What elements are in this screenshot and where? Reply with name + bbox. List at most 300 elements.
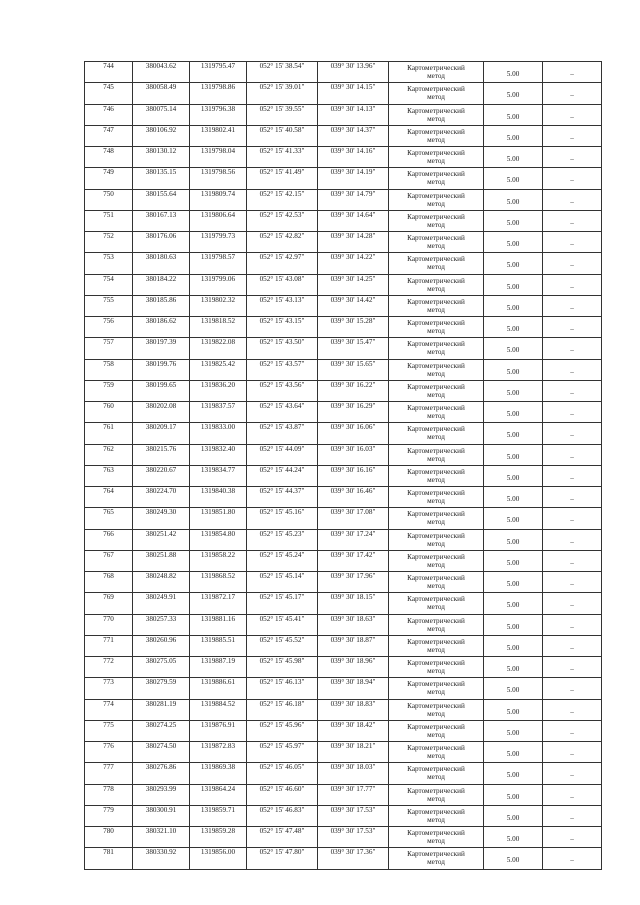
latitude-cell: 052° 15' 45.14" xyxy=(247,572,318,593)
point-number-cell: 758 xyxy=(85,359,133,380)
table-row xyxy=(85,657,602,678)
accuracy-cell: 5.00 xyxy=(484,763,543,784)
method-line-2: метод xyxy=(427,624,445,633)
method-cell xyxy=(389,359,484,380)
x-coordinate-cell: 380185.86 xyxy=(133,295,190,316)
accuracy-cell: 5.00 xyxy=(484,359,543,380)
y-coordinate-cell: 1319799.06 xyxy=(190,274,247,295)
y-coordinate-cell: 1319856.00 xyxy=(190,848,247,869)
point-number-cell: 762 xyxy=(85,444,133,465)
latitude-cell: 052° 15' 45.97" xyxy=(247,742,318,763)
y-coordinate-cell: 1319868.52 xyxy=(190,572,247,593)
y-coordinate-cell: 1319881.16 xyxy=(190,614,247,635)
accuracy-cell: 5.00 xyxy=(484,232,543,253)
table-row xyxy=(85,338,602,359)
latitude-cell: 052° 15' 43.56" xyxy=(247,380,318,401)
method-line-2: метод xyxy=(427,242,445,251)
latitude-cell: 052° 15' 43.57" xyxy=(247,359,318,380)
method-cell xyxy=(389,125,484,146)
method-line-1: Картометрический xyxy=(407,595,465,604)
table-row xyxy=(85,295,602,316)
table-row xyxy=(85,720,602,741)
method-line-1: Картометрический xyxy=(407,552,465,561)
method-line-1: Картометрический xyxy=(407,786,465,795)
table-row xyxy=(85,359,602,380)
dash-cell: – xyxy=(543,317,602,338)
table-body xyxy=(85,62,602,870)
method-cell xyxy=(389,529,484,550)
y-coordinate-cell: 1319836.20 xyxy=(190,380,247,401)
x-coordinate-cell: 380155.64 xyxy=(133,189,190,210)
longitude-cell: 039° 30' 17.53" xyxy=(318,805,389,826)
y-coordinate-cell: 1319799.73 xyxy=(190,232,247,253)
x-coordinate-cell: 380209.17 xyxy=(133,423,190,444)
method-line-1: Картометрический xyxy=(407,637,465,646)
method-line-2: метод xyxy=(427,858,445,867)
latitude-cell: 052° 15' 43.64" xyxy=(247,402,318,423)
method-cell xyxy=(389,338,484,359)
longitude-cell: 039° 30' 18.63" xyxy=(318,614,389,635)
table-row xyxy=(85,317,602,338)
point-number-cell: 759 xyxy=(85,380,133,401)
latitude-cell: 052° 15' 44.37" xyxy=(247,487,318,508)
accuracy-cell: 5.00 xyxy=(484,62,543,83)
coordinates-table xyxy=(84,61,602,870)
accuracy-cell: 5.00 xyxy=(484,295,543,316)
x-coordinate-cell: 380251.42 xyxy=(133,529,190,550)
y-coordinate-cell: 1319872.83 xyxy=(190,742,247,763)
method-cell xyxy=(389,742,484,763)
method-line-1: Картометрический xyxy=(407,467,465,476)
method-line-2: метод xyxy=(427,348,445,357)
point-number-cell: 750 xyxy=(85,189,133,210)
method-line-1: Картометрический xyxy=(407,616,465,625)
x-coordinate-cell: 380075.14 xyxy=(133,104,190,125)
latitude-cell: 052° 15' 44.09" xyxy=(247,444,318,465)
method-line-1: Картометрический xyxy=(407,64,465,73)
point-number-cell: 765 xyxy=(85,508,133,529)
point-number-cell: 764 xyxy=(85,487,133,508)
accuracy-cell: 5.00 xyxy=(484,508,543,529)
method-cell xyxy=(389,295,484,316)
point-number-cell: 745 xyxy=(85,83,133,104)
longitude-cell: 039° 30' 14.42" xyxy=(318,295,389,316)
y-coordinate-cell: 1319876.91 xyxy=(190,720,247,741)
accuracy-cell: 5.00 xyxy=(484,614,543,635)
y-coordinate-cell: 1319833.00 xyxy=(190,423,247,444)
dash-cell: – xyxy=(543,465,602,486)
table-row xyxy=(85,550,602,571)
latitude-cell: 052° 15' 39.01" xyxy=(247,83,318,104)
table-row xyxy=(85,763,602,784)
method-cell xyxy=(389,827,484,848)
longitude-cell: 039° 30' 18.21" xyxy=(318,742,389,763)
table-row xyxy=(85,444,602,465)
x-coordinate-cell: 380281.19 xyxy=(133,699,190,720)
method-cell xyxy=(389,635,484,656)
longitude-cell: 039° 30' 16.16" xyxy=(318,465,389,486)
point-number-cell: 770 xyxy=(85,614,133,635)
x-coordinate-cell: 380199.76 xyxy=(133,359,190,380)
method-line-1: Картометрический xyxy=(407,234,465,243)
y-coordinate-cell: 1319802.32 xyxy=(190,295,247,316)
point-number-cell: 773 xyxy=(85,678,133,699)
method-line-2: метод xyxy=(427,369,445,378)
dash-cell: – xyxy=(543,62,602,83)
x-coordinate-cell: 380321.10 xyxy=(133,827,190,848)
accuracy-cell: 5.00 xyxy=(484,147,543,168)
method-line-2: метод xyxy=(427,582,445,591)
y-coordinate-cell: 1319885.51 xyxy=(190,635,247,656)
longitude-cell: 039° 30' 18.83" xyxy=(318,699,389,720)
x-coordinate-cell: 380184.22 xyxy=(133,274,190,295)
method-line-2: метод xyxy=(427,412,445,421)
longitude-cell: 039° 30' 14.28" xyxy=(318,232,389,253)
dash-cell: – xyxy=(543,635,602,656)
latitude-cell: 052° 15' 40.58" xyxy=(247,125,318,146)
longitude-cell: 039° 30' 16.46" xyxy=(318,487,389,508)
point-number-cell: 780 xyxy=(85,827,133,848)
y-coordinate-cell: 1319796.38 xyxy=(190,104,247,125)
dash-cell: – xyxy=(543,742,602,763)
accuracy-cell: 5.00 xyxy=(484,784,543,805)
method-line-2: метод xyxy=(427,93,445,102)
method-cell xyxy=(389,380,484,401)
method-cell xyxy=(389,805,484,826)
x-coordinate-cell: 380215.76 xyxy=(133,444,190,465)
point-number-cell: 769 xyxy=(85,593,133,614)
method-cell xyxy=(389,720,484,741)
method-cell xyxy=(389,657,484,678)
dash-cell: – xyxy=(543,359,602,380)
table-row xyxy=(85,232,602,253)
longitude-cell: 039° 30' 14.19" xyxy=(318,168,389,189)
dash-cell: – xyxy=(543,593,602,614)
method-line-2: метод xyxy=(427,539,445,548)
x-coordinate-cell: 380279.59 xyxy=(133,678,190,699)
latitude-cell: 052° 15' 45.16" xyxy=(247,508,318,529)
latitude-cell: 052° 15' 42.15" xyxy=(247,189,318,210)
longitude-cell: 039° 30' 17.24" xyxy=(318,529,389,550)
method-line-2: метод xyxy=(427,730,445,739)
x-coordinate-cell: 380276.86 xyxy=(133,763,190,784)
method-line-1: Картометрический xyxy=(407,701,465,710)
point-number-cell: 754 xyxy=(85,274,133,295)
dash-cell: – xyxy=(543,720,602,741)
point-number-cell: 752 xyxy=(85,232,133,253)
y-coordinate-cell: 1319887.19 xyxy=(190,657,247,678)
method-cell xyxy=(389,253,484,274)
x-coordinate-cell: 380220.67 xyxy=(133,465,190,486)
latitude-cell: 052° 15' 47.80" xyxy=(247,848,318,869)
longitude-cell: 039° 30' 16.06" xyxy=(318,423,389,444)
latitude-cell: 052° 15' 47.48" xyxy=(247,827,318,848)
accuracy-cell: 5.00 xyxy=(484,699,543,720)
table-row xyxy=(85,380,602,401)
x-coordinate-cell: 380199.65 xyxy=(133,380,190,401)
point-number-cell: 779 xyxy=(85,805,133,826)
dash-cell: – xyxy=(543,423,602,444)
y-coordinate-cell: 1319840.38 xyxy=(190,487,247,508)
accuracy-cell: 5.00 xyxy=(484,317,543,338)
x-coordinate-cell: 380249.91 xyxy=(133,593,190,614)
table-row xyxy=(85,827,602,848)
point-number-cell: 748 xyxy=(85,147,133,168)
longitude-cell: 039° 30' 15.65" xyxy=(318,359,389,380)
method-line-2: метод xyxy=(427,390,445,399)
table-row xyxy=(85,465,602,486)
y-coordinate-cell: 1319864.24 xyxy=(190,784,247,805)
method-cell xyxy=(389,168,484,189)
point-number-cell: 772 xyxy=(85,657,133,678)
method-line-2: метод xyxy=(427,794,445,803)
method-line-2: метод xyxy=(427,433,445,442)
y-coordinate-cell: 1319798.86 xyxy=(190,83,247,104)
x-coordinate-cell: 380130.12 xyxy=(133,147,190,168)
x-coordinate-cell: 380249.30 xyxy=(133,508,190,529)
method-line-1: Картометрический xyxy=(407,297,465,306)
dash-cell: – xyxy=(543,295,602,316)
x-coordinate-cell: 380251.88 xyxy=(133,550,190,571)
longitude-cell: 039° 30' 14.79" xyxy=(318,189,389,210)
accuracy-cell: 5.00 xyxy=(484,104,543,125)
table-row xyxy=(85,274,602,295)
latitude-cell: 052° 15' 45.52" xyxy=(247,635,318,656)
table-row xyxy=(85,189,602,210)
accuracy-cell: 5.00 xyxy=(484,550,543,571)
method-line-1: Картометрический xyxy=(407,85,465,94)
y-coordinate-cell: 1319825.42 xyxy=(190,359,247,380)
y-coordinate-cell: 1319802.41 xyxy=(190,125,247,146)
x-coordinate-cell: 380275.05 xyxy=(133,657,190,678)
x-coordinate-cell: 380186.62 xyxy=(133,317,190,338)
accuracy-cell: 5.00 xyxy=(484,253,543,274)
method-line-2: метод xyxy=(427,603,445,612)
longitude-cell: 039° 30' 17.36" xyxy=(318,848,389,869)
dash-cell: – xyxy=(543,657,602,678)
longitude-cell: 039° 30' 13.96" xyxy=(318,62,389,83)
dash-cell: – xyxy=(543,125,602,146)
method-line-1: Картометрический xyxy=(407,807,465,816)
point-number-cell: 774 xyxy=(85,699,133,720)
dash-cell: – xyxy=(543,678,602,699)
method-line-2: метод xyxy=(427,199,445,208)
accuracy-cell: 5.00 xyxy=(484,593,543,614)
method-line-1: Картометрический xyxy=(407,425,465,434)
point-number-cell: 766 xyxy=(85,529,133,550)
accuracy-cell: 5.00 xyxy=(484,805,543,826)
latitude-cell: 052° 15' 45.96" xyxy=(247,720,318,741)
method-line-2: метод xyxy=(427,709,445,718)
method-line-2: метод xyxy=(427,518,445,527)
longitude-cell: 039° 30' 18.15" xyxy=(318,593,389,614)
table-row xyxy=(85,614,602,635)
method-line-1: Картометрический xyxy=(407,191,465,200)
method-cell xyxy=(389,614,484,635)
method-cell xyxy=(389,848,484,869)
method-line-1: Картометрический xyxy=(407,446,465,455)
table-row xyxy=(85,593,602,614)
table-row xyxy=(85,253,602,274)
x-coordinate-cell: 380224.70 xyxy=(133,487,190,508)
table-row xyxy=(85,168,602,189)
longitude-cell: 039° 30' 14.37" xyxy=(318,125,389,146)
method-line-1: Картометрический xyxy=(407,489,465,498)
dash-cell: – xyxy=(543,848,602,869)
longitude-cell: 039° 30' 16.03" xyxy=(318,444,389,465)
latitude-cell: 052° 15' 41.49" xyxy=(247,168,318,189)
accuracy-cell: 5.00 xyxy=(484,402,543,423)
x-coordinate-cell: 380293.99 xyxy=(133,784,190,805)
longitude-cell: 039° 30' 16.22" xyxy=(318,380,389,401)
latitude-cell: 052° 15' 45.23" xyxy=(247,529,318,550)
method-cell xyxy=(389,104,484,125)
x-coordinate-cell: 380180.63 xyxy=(133,253,190,274)
point-number-cell: 757 xyxy=(85,338,133,359)
latitude-cell: 052° 15' 43.50" xyxy=(247,338,318,359)
dash-cell: – xyxy=(543,784,602,805)
longitude-cell: 039° 30' 14.64" xyxy=(318,210,389,231)
accuracy-cell: 5.00 xyxy=(484,657,543,678)
table-row xyxy=(85,572,602,593)
accuracy-cell: 5.00 xyxy=(484,210,543,231)
method-line-2: метод xyxy=(427,114,445,123)
method-cell xyxy=(389,274,484,295)
table-row xyxy=(85,210,602,231)
method-line-1: Картометрический xyxy=(407,404,465,413)
table-row xyxy=(85,699,602,720)
longitude-cell: 039° 30' 18.42" xyxy=(318,720,389,741)
method-cell xyxy=(389,232,484,253)
method-line-2: метод xyxy=(427,220,445,229)
latitude-cell: 052° 15' 43.13" xyxy=(247,295,318,316)
table-row xyxy=(85,742,602,763)
x-coordinate-cell: 380300.91 xyxy=(133,805,190,826)
method-line-1: Картометрический xyxy=(407,170,465,179)
point-number-cell: 768 xyxy=(85,572,133,593)
accuracy-cell: 5.00 xyxy=(484,742,543,763)
point-number-cell: 744 xyxy=(85,62,133,83)
dash-cell: – xyxy=(543,104,602,125)
dash-cell: – xyxy=(543,402,602,423)
method-line-1: Картометрический xyxy=(407,340,465,349)
x-coordinate-cell: 380058.49 xyxy=(133,83,190,104)
table-row xyxy=(85,487,602,508)
method-line-1: Картометрический xyxy=(407,850,465,859)
longitude-cell: 039° 30' 14.25" xyxy=(318,274,389,295)
table-row xyxy=(85,678,602,699)
accuracy-cell: 5.00 xyxy=(484,338,543,359)
longitude-cell: 039° 30' 18.87" xyxy=(318,635,389,656)
method-line-1: Картометрический xyxy=(407,382,465,391)
method-cell xyxy=(389,444,484,465)
method-line-2: метод xyxy=(427,645,445,654)
accuracy-cell: 5.00 xyxy=(484,848,543,869)
method-line-1: Картометрический xyxy=(407,744,465,753)
latitude-cell: 052° 15' 46.83" xyxy=(247,805,318,826)
dash-cell: – xyxy=(543,338,602,359)
latitude-cell: 052° 15' 41.33" xyxy=(247,147,318,168)
method-line-1: Картометрический xyxy=(407,510,465,519)
accuracy-cell: 5.00 xyxy=(484,189,543,210)
latitude-cell: 052° 15' 43.15" xyxy=(247,317,318,338)
table-row xyxy=(85,805,602,826)
method-line-1: Картометрический xyxy=(407,276,465,285)
x-coordinate-cell: 380257.33 xyxy=(133,614,190,635)
y-coordinate-cell: 1319872.17 xyxy=(190,593,247,614)
dash-cell: – xyxy=(543,444,602,465)
dash-cell: – xyxy=(543,614,602,635)
y-coordinate-cell: 1319851.80 xyxy=(190,508,247,529)
dash-cell: – xyxy=(543,699,602,720)
y-coordinate-cell: 1319822.08 xyxy=(190,338,247,359)
accuracy-cell: 5.00 xyxy=(484,380,543,401)
latitude-cell: 052° 15' 45.41" xyxy=(247,614,318,635)
point-number-cell: 777 xyxy=(85,763,133,784)
dash-cell: – xyxy=(543,168,602,189)
table-row xyxy=(85,635,602,656)
x-coordinate-cell: 380248.82 xyxy=(133,572,190,593)
accuracy-cell: 5.00 xyxy=(484,274,543,295)
latitude-cell: 052° 15' 45.24" xyxy=(247,550,318,571)
method-cell xyxy=(389,423,484,444)
method-line-1: Картометрический xyxy=(407,829,465,838)
accuracy-cell: 5.00 xyxy=(484,487,543,508)
accuracy-cell: 5.00 xyxy=(484,529,543,550)
method-line-1: Картометрический xyxy=(407,319,465,328)
longitude-cell: 039° 30' 14.13" xyxy=(318,104,389,125)
accuracy-cell: 5.00 xyxy=(484,125,543,146)
point-number-cell: 749 xyxy=(85,168,133,189)
longitude-cell: 039° 30' 14.15" xyxy=(318,83,389,104)
accuracy-cell: 5.00 xyxy=(484,168,543,189)
table-row xyxy=(85,62,602,83)
latitude-cell: 052° 15' 43.87" xyxy=(247,423,318,444)
y-coordinate-cell: 1319832.40 xyxy=(190,444,247,465)
method-line-2: метод xyxy=(427,72,445,81)
longitude-cell: 039° 30' 18.94" xyxy=(318,678,389,699)
method-cell xyxy=(389,550,484,571)
latitude-cell: 052° 15' 45.98" xyxy=(247,657,318,678)
latitude-cell: 052° 15' 42.53" xyxy=(247,210,318,231)
longitude-cell: 039° 30' 15.47" xyxy=(318,338,389,359)
x-coordinate-cell: 380167.13 xyxy=(133,210,190,231)
table-row xyxy=(85,784,602,805)
method-line-1: Картометрический xyxy=(407,106,465,115)
method-line-2: метод xyxy=(427,157,445,166)
dash-cell: – xyxy=(543,83,602,104)
longitude-cell: 039° 30' 16.29" xyxy=(318,402,389,423)
method-cell xyxy=(389,487,484,508)
latitude-cell: 052° 15' 42.97" xyxy=(247,253,318,274)
latitude-cell: 052° 15' 42.82" xyxy=(247,232,318,253)
latitude-cell: 052° 15' 45.17" xyxy=(247,593,318,614)
y-coordinate-cell: 1319798.57 xyxy=(190,253,247,274)
method-cell xyxy=(389,678,484,699)
y-coordinate-cell: 1319795.47 xyxy=(190,62,247,83)
dash-cell: – xyxy=(543,763,602,784)
latitude-cell: 052° 15' 38.54" xyxy=(247,62,318,83)
latitude-cell: 052° 15' 46.60" xyxy=(247,784,318,805)
point-number-cell: 781 xyxy=(85,848,133,869)
longitude-cell: 039° 30' 17.53" xyxy=(318,827,389,848)
point-number-cell: 747 xyxy=(85,125,133,146)
method-line-1: Картометрический xyxy=(407,680,465,689)
x-coordinate-cell: 380197.39 xyxy=(133,338,190,359)
method-line-1: Картометрический xyxy=(407,255,465,264)
x-coordinate-cell: 380135.15 xyxy=(133,168,190,189)
method-cell xyxy=(389,62,484,83)
